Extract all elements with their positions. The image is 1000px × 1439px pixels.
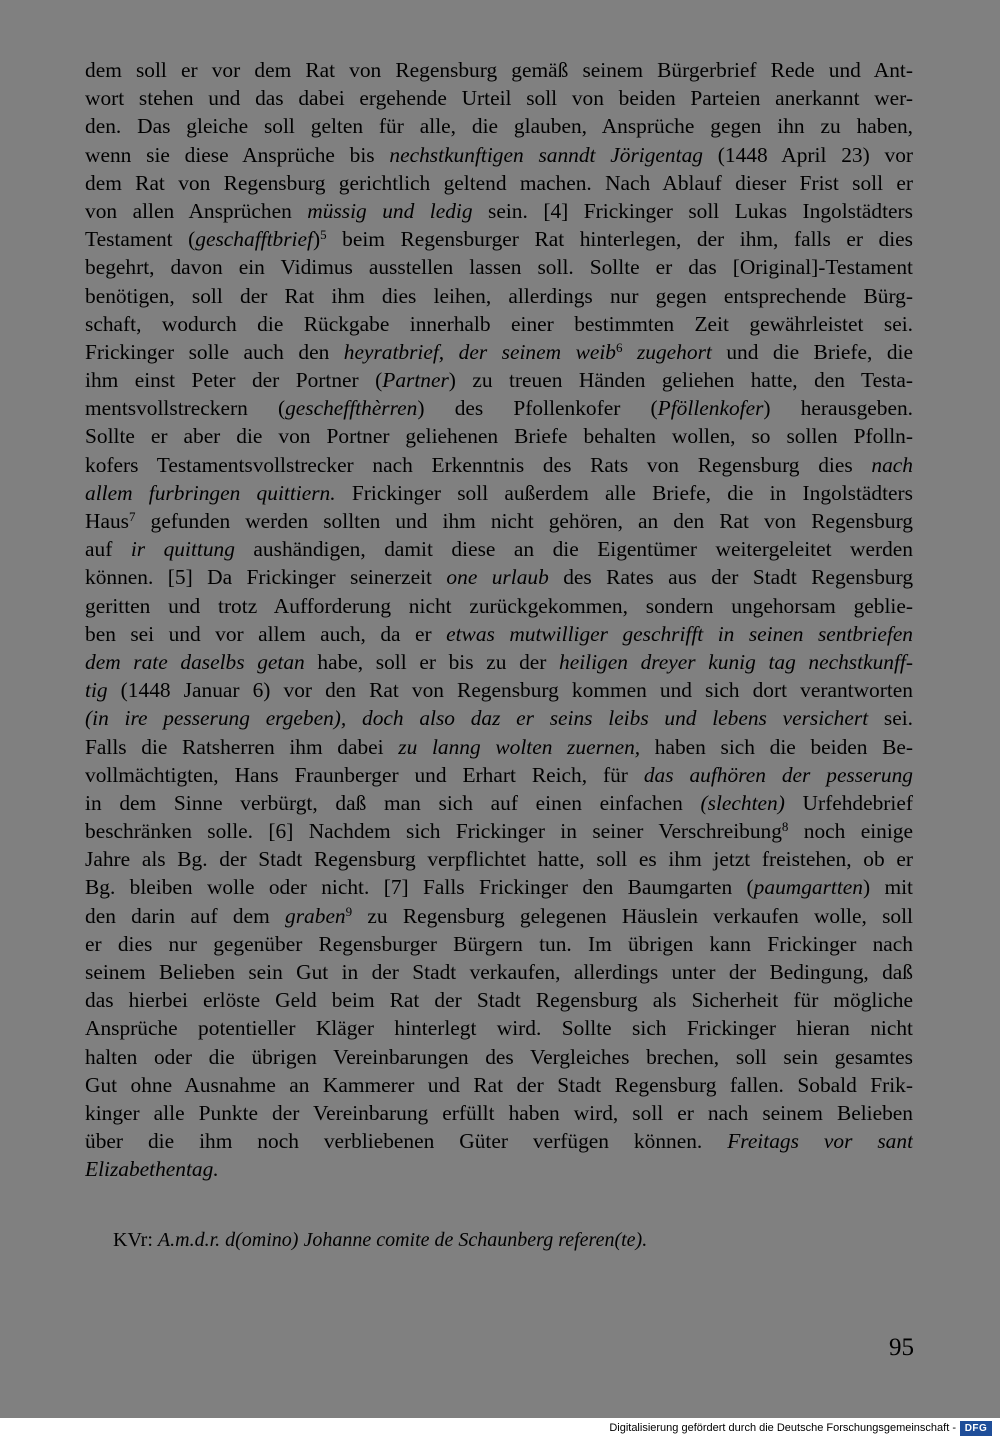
footer-credit: Digitalisierung gefördert durch die Deutsche Forschungsgemeinschaft -: [609, 1422, 956, 1434]
text-line: [85, 1043, 913, 1071]
text-line: [85, 84, 913, 112]
text-line: [85, 253, 913, 281]
text-segment: kofers Testamentsvollstrecker nach Erkenntnis des Rats von Regensburg dies: [85, 452, 872, 477]
text-segment: schaft, wodurch die Rückgabe innerhalb einer bestimmten Zeit gewährleistet sei.: [85, 311, 913, 336]
text-line: [85, 1014, 913, 1042]
text-line: [85, 141, 913, 169]
text-segment: Haus: [85, 509, 129, 533]
italic-text: Freitags vor sant: [727, 1129, 913, 1154]
italic-text: one urlaub: [446, 565, 549, 590]
kvr-note: [113, 1226, 913, 1254]
text-segment: sein. [4] Frickinger soll Lukas Ingolstädters: [472, 198, 913, 223]
text-line: [85, 1155, 913, 1183]
text-segment: kinger alle Punkte der Vereinbarung erfüllt haben wird, soll er nach seinem Belieben: [85, 1100, 913, 1125]
text-segment: (1448 Januar 6) vor den Rat von Regensburg kommen und sich dort verantworten: [107, 678, 913, 703]
text-segment: Bg. bleiben wolle oder nicht. [7] Falls Frickinger den Baumgarten (: [85, 875, 754, 900]
text-segment: halten oder die übrigen Vereinbarungen des Vergleiches brechen, soll sein gesamtes: [85, 1044, 913, 1069]
italic-text: (in ire pesserung ergeben), doch also daz er seins leibs und lebens versichert: [85, 706, 869, 731]
italic-text: geschafftbrief: [195, 227, 313, 252]
text-line: [85, 197, 913, 225]
text-line: [85, 451, 913, 479]
text-segment: beschränken solle. [6] Nachdem sich Frickinger in seiner Verschreibung: [85, 819, 782, 844]
text-line: [85, 986, 913, 1014]
text-segment: (1448 April 23) vor: [702, 142, 913, 167]
text-segment: ) des Pfollenkofer (: [417, 396, 658, 421]
text-segment: Frickinger solle auch den: [85, 339, 344, 364]
italic-text: das aufhören der pesserung: [643, 762, 913, 787]
text-line: [85, 902, 913, 930]
text-segment: den. Das gleiche soll gelten für alle, die glauben, Ansprüche gegen ihn zu haben,: [85, 114, 913, 139]
text-segment: mentsvollstreckern (: [85, 396, 286, 421]
text-line: [85, 1071, 913, 1099]
text-segment: ) herausgeben.: [763, 396, 913, 421]
text-segment: und die Briefe, die: [711, 339, 913, 364]
text-line: [85, 845, 913, 873]
italic-text: tig: [85, 678, 108, 703]
text-line: [85, 733, 913, 761]
text-segment: ) mit: [863, 875, 913, 900]
text-segment: wenn sie diese Ansprüche bis: [85, 142, 390, 167]
italic-text: zu lanng wolten zuernen,: [398, 734, 641, 759]
italic-text: gescheffthèrren: [285, 396, 418, 421]
text-line: [85, 310, 913, 338]
body-text: [85, 56, 913, 1184]
text-line: [85, 704, 913, 732]
italic-text: dem rate daselbs getan: [85, 649, 305, 674]
text-segment: geritten und trotz Aufforderung nicht zurückgekommen, sondern ungehorsam geblie-: [85, 593, 913, 618]
text-segment: sei.: [868, 706, 913, 731]
footnote-marker: 8: [781, 819, 789, 835]
text-line: [85, 592, 913, 620]
text-segment: Testament (: [85, 227, 196, 252]
text-segment: wort stehen und das dabei ergehende Urteil soll von beiden Parteien anerkannt wer-: [85, 86, 913, 111]
text-segment: ben sei und vor allem auch, da er: [85, 621, 447, 646]
text-line: [85, 422, 913, 450]
text-segment: dem soll er vor dem Rat von Regensburg gemäß seinem Bürgerbrief Rede und Ant-: [85, 58, 913, 82]
italic-text: nach: [871, 452, 913, 477]
text-line: [85, 1127, 913, 1155]
text-segment: ): [312, 227, 321, 252]
text-line: [85, 620, 913, 648]
text-segment: Ansprüche potentieller Kläger hinterlegt wird. Sollte sich Frickinger hieran nicht: [85, 1016, 913, 1041]
italic-text: Partner: [382, 368, 449, 393]
italic-text: zugehort: [622, 339, 712, 364]
text-segment: Gut ohne Ausnahme an Kammerer und Rat der Stadt Regensburg fallen. Sobald Frik-: [85, 1072, 913, 1097]
italic-text: heiligen dreyer kunig tag nechstkunff-: [559, 649, 913, 674]
italic-text: (slechten): [700, 790, 785, 815]
italic-text: Elizabethentag.: [85, 1157, 219, 1182]
text-line: [85, 789, 913, 817]
text-segment: benötigen, soll der Rat ihm dies leihen, allerdings nur gegen entsprechende Bürg-: [85, 283, 913, 308]
text-line: [85, 535, 913, 563]
text-segment: auf: [85, 537, 131, 562]
text-line: [85, 563, 913, 591]
text-segment: Jahre als Bg. der Stadt Regensburg verpflichtet hatte, soll es ihm jetzt freistehen, ob er: [85, 847, 913, 872]
italic-text: graben: [285, 903, 346, 928]
text-segment: Frickinger soll außerdem alle Briefe, die in Ingolstädters: [335, 480, 913, 505]
italic-text: ir quittung: [130, 537, 235, 562]
text-line: [85, 1099, 913, 1127]
text-segment: von allen Ansprüchen: [85, 198, 308, 223]
footnote-marker: 9: [345, 903, 353, 919]
footnote-marker: 6: [615, 339, 623, 355]
text-segment: den darin auf dem: [85, 903, 286, 928]
text-segment: zu Regensburg gelegenen Häuslein verkaufen wolle, soll: [352, 903, 913, 928]
text-segment: noch einige: [788, 819, 913, 844]
text-line: [85, 648, 913, 676]
text-segment: des Rates aus der Stadt Regensburg: [548, 565, 913, 590]
text-line: [85, 676, 913, 704]
text-line: [85, 56, 913, 84]
italic-text: nechstkunftigen sanndt Jörigentag: [389, 142, 703, 167]
italic-text: müssig und ledig: [307, 198, 473, 223]
text-segment: in dem Sinne verbürgt, daß man sich auf einen einfachen: [85, 790, 701, 815]
italic-text: etwas mutwilliger geschrifft in seinen sentbriefen: [446, 621, 913, 646]
text-segment: haben sich die beiden Be-: [640, 734, 913, 759]
text-segment: seinem Belieben sein Gut in der Stadt verkaufen, allerdings unter der Bedingung, daß: [85, 960, 913, 984]
page-number: 95: [889, 1334, 914, 1361]
text-segment: ihm einst Peter der Portner (: [85, 368, 383, 393]
text-line: [85, 873, 913, 901]
footer-bar: [0, 1418, 1000, 1439]
text-line: [85, 225, 913, 253]
italic-text: Pföllenkofer: [657, 396, 764, 421]
text-segment: beim Regensburger Rat hinterlegen, der ihm, falls er dies: [326, 227, 913, 252]
text-line: [85, 930, 913, 958]
text-segment: ) zu treuen Händen geliehen hatte, den Testa-: [448, 368, 913, 393]
text-line: [85, 112, 913, 140]
text-line: [85, 958, 913, 986]
footnote-marker: 7: [128, 509, 136, 524]
text-segment: habe, soll er bis zu der: [304, 649, 560, 674]
text-segment: aushändigen, damit diese an die Eigentümer weitergeleitet werden: [234, 537, 913, 562]
text-segment: das hierbei erlöste Geld beim Rat der Stadt Regensburg als Sicherheit für mögliche: [85, 988, 913, 1013]
kvr-label: KVr:: [113, 1229, 158, 1251]
text-line: [85, 366, 913, 394]
text-segment: Sollte er aber die von Portner geliehenen Briefe behalten wollen, so sollen Pfolln-: [85, 424, 913, 449]
text-line: [85, 479, 913, 507]
italic-text: allem furbringen quittiern.: [85, 480, 336, 505]
text-segment: dem Rat von Regensburg gerichtlich geltend machen. Nach Ablauf dieser Frist soll er: [85, 170, 913, 195]
text-segment: Falls die Ratsherren ihm dabei: [85, 734, 399, 759]
text-line: [85, 338, 913, 366]
text-segment: über die ihm noch verbliebenen Güter verfügen können.: [85, 1129, 728, 1154]
text-line: [85, 817, 913, 845]
text-line: [85, 282, 913, 310]
dfg-logo: DFG: [960, 1421, 992, 1436]
italic-text: heyratbrief, der seinem weib: [343, 339, 616, 364]
text-segment: vollmächtigten, Hans Fraunberger und Erhart Reich, für: [85, 762, 644, 787]
kvr-text: A.m.d.r. d(omino) Johanne comite de Schaunberg referen(te).: [157, 1229, 648, 1251]
text-segment: gefunden werden sollten und ihm nicht gehören, an den Rat von Regensburg: [135, 509, 913, 533]
footnote-marker: 5: [320, 227, 327, 243]
text-line: [85, 169, 913, 197]
text-segment: können. [5] Da Frickinger seinerzeit: [85, 565, 447, 590]
text-segment: er dies nur gegenüber Regensburger Bürgern tun. Im übrigen kann Frickinger nach: [85, 931, 913, 956]
text-line: [85, 507, 913, 535]
text-segment: begehrt, davon ein Vidimus ausstellen lassen soll. Sollte er das [Original]-Testament: [85, 255, 913, 280]
text-line: [85, 761, 913, 789]
italic-text: paumgartten: [753, 875, 863, 900]
text-line: [85, 394, 913, 422]
text-segment: Urfehdebrief: [784, 790, 913, 815]
